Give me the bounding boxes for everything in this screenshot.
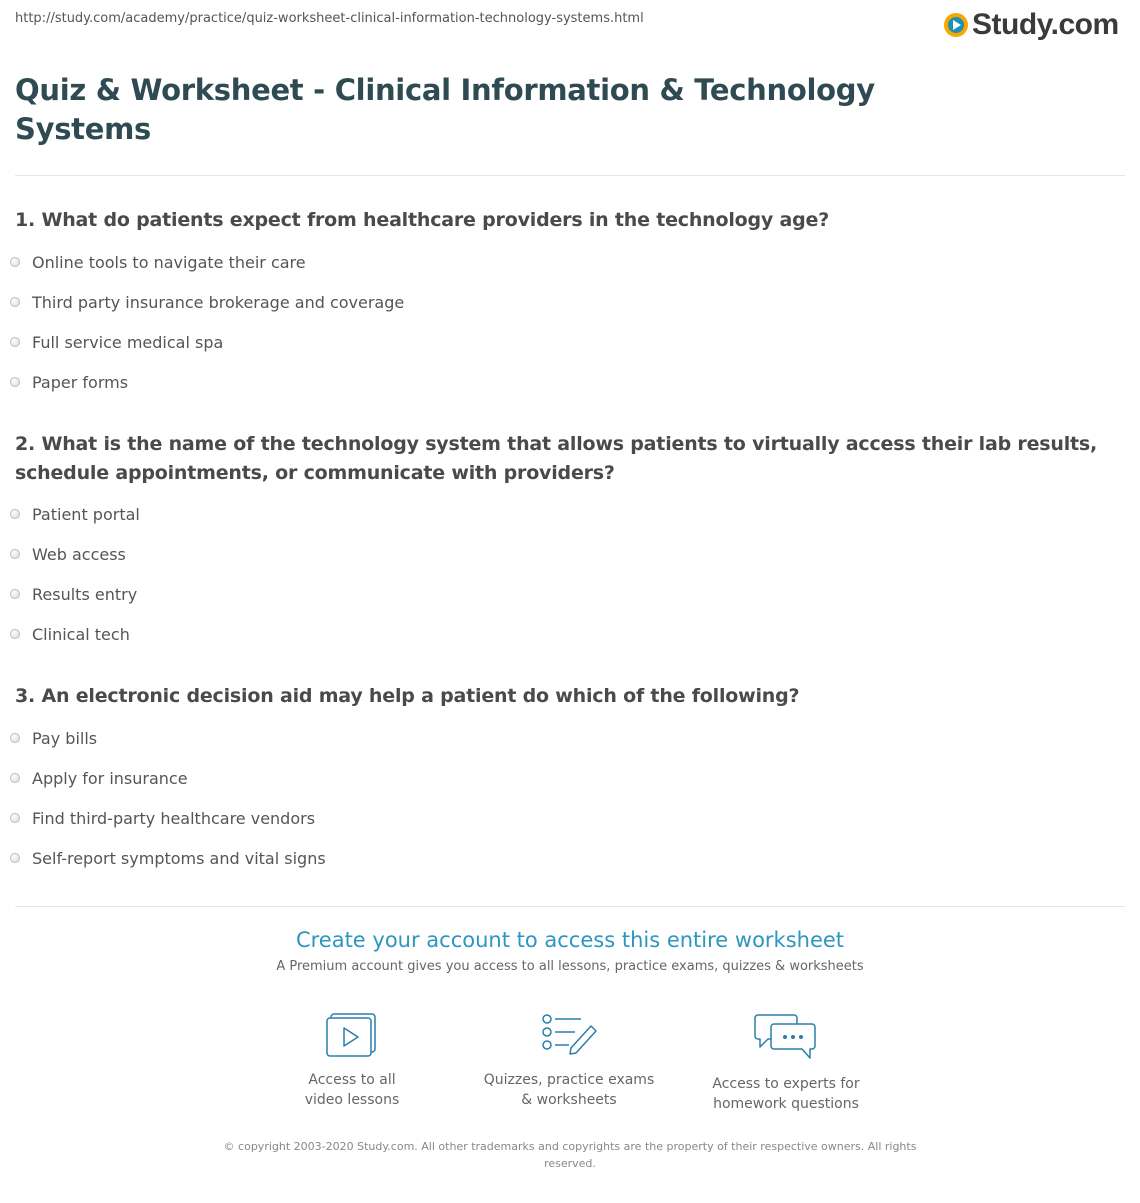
answer-label: Results entry bbox=[32, 584, 138, 604]
logo-text: Study.com bbox=[972, 8, 1119, 41]
feature-label: Quizzes, practice exams & worksheets bbox=[483, 1072, 655, 1108]
radio-button-icon[interactable] bbox=[10, 509, 20, 519]
divider bbox=[15, 906, 1125, 907]
radio-button-icon[interactable] bbox=[10, 297, 20, 307]
answer-option[interactable] bbox=[10, 370, 128, 394]
answer-option[interactable] bbox=[10, 250, 306, 274]
answer-option[interactable] bbox=[10, 766, 188, 790]
answer-label: Clinical tech bbox=[32, 624, 130, 644]
question-text: 1. What do patients expect from healthcare providers in the technology age? bbox=[15, 209, 830, 231]
answer-option[interactable] bbox=[10, 622, 130, 646]
chat-bubbles-icon bbox=[754, 1012, 818, 1062]
answer-option[interactable] bbox=[10, 290, 404, 314]
radio-button-icon[interactable] bbox=[10, 853, 20, 863]
feature-label: Access to all video lessons bbox=[304, 1072, 400, 1108]
video-lessons-icon bbox=[326, 1012, 378, 1058]
answer-label: Pay bills bbox=[32, 728, 98, 748]
radio-button-icon[interactable] bbox=[10, 773, 20, 783]
divider bbox=[15, 175, 1125, 176]
answer-label: Online tools to navigate their care bbox=[32, 252, 306, 272]
answer-option[interactable] bbox=[10, 846, 326, 870]
create-account-link[interactable]: Create your account to access this entire worksheet bbox=[295, 928, 845, 952]
question-text: 3. An electronic decision aid may help a patient do which of the following? bbox=[15, 685, 800, 707]
answer-label: Find third-party healthcare vendors bbox=[32, 808, 316, 828]
radio-button-icon[interactable] bbox=[10, 629, 20, 639]
question-1 bbox=[15, 206, 1125, 235]
answer-option[interactable] bbox=[10, 542, 126, 566]
answer-option[interactable] bbox=[10, 582, 137, 606]
feature-video-lessons bbox=[252, 1012, 452, 1110]
page-title: Quiz & Worksheet - Clinical Information & Technology Systems bbox=[15, 73, 875, 146]
answer-option[interactable] bbox=[10, 330, 223, 354]
copyright-notice: © copyright 2003-2020 Study.com. All other trademarks and copyrights are the property of their respective owners. All rights reserved. bbox=[223, 1140, 917, 1170]
answer-label: Full service medical spa bbox=[32, 332, 224, 352]
answer-label: Self-report symptoms and vital signs bbox=[32, 848, 326, 868]
question-2 bbox=[15, 430, 1125, 488]
radio-button-icon[interactable] bbox=[10, 813, 20, 823]
feature-label: Access to experts for homework questions bbox=[712, 1076, 860, 1112]
question-3 bbox=[15, 682, 1125, 711]
answer-option[interactable] bbox=[10, 502, 140, 526]
radio-button-icon[interactable] bbox=[10, 337, 20, 347]
radio-button-icon[interactable] bbox=[10, 549, 20, 559]
answer-option[interactable] bbox=[10, 726, 97, 750]
top-bar bbox=[0, 0, 1140, 50]
answer-label: Paper forms bbox=[32, 372, 129, 392]
feature-experts bbox=[686, 1012, 886, 1114]
answer-label: Apply for insurance bbox=[32, 768, 188, 788]
answer-label: Third party insurance brokerage and coverage bbox=[32, 292, 405, 312]
quiz-checklist-icon bbox=[541, 1012, 597, 1058]
answer-option[interactable] bbox=[10, 806, 315, 830]
radio-button-icon[interactable] bbox=[10, 377, 20, 387]
radio-button-icon[interactable] bbox=[10, 257, 20, 267]
study-logo[interactable] bbox=[944, 8, 1119, 42]
feature-quizzes bbox=[469, 1012, 669, 1110]
play-logo-icon bbox=[944, 13, 968, 37]
radio-button-icon[interactable] bbox=[10, 733, 20, 743]
page-url[interactable]: http://study.com/academy/practice/quiz-worksheet-clinical-information-technology-systems.html bbox=[15, 11, 644, 26]
radio-button-icon[interactable] bbox=[10, 589, 20, 599]
answer-label: Patient portal bbox=[32, 504, 140, 524]
premium-description: A Premium account gives you access to all lessons, practice exams, quizzes & worksheets bbox=[276, 959, 864, 974]
answer-label: Web access bbox=[32, 544, 126, 564]
question-text: 2. What is the name of the technology system that allows patients to virtually access their lab results, schedule appointments, or communicate with providers? bbox=[15, 433, 1098, 484]
